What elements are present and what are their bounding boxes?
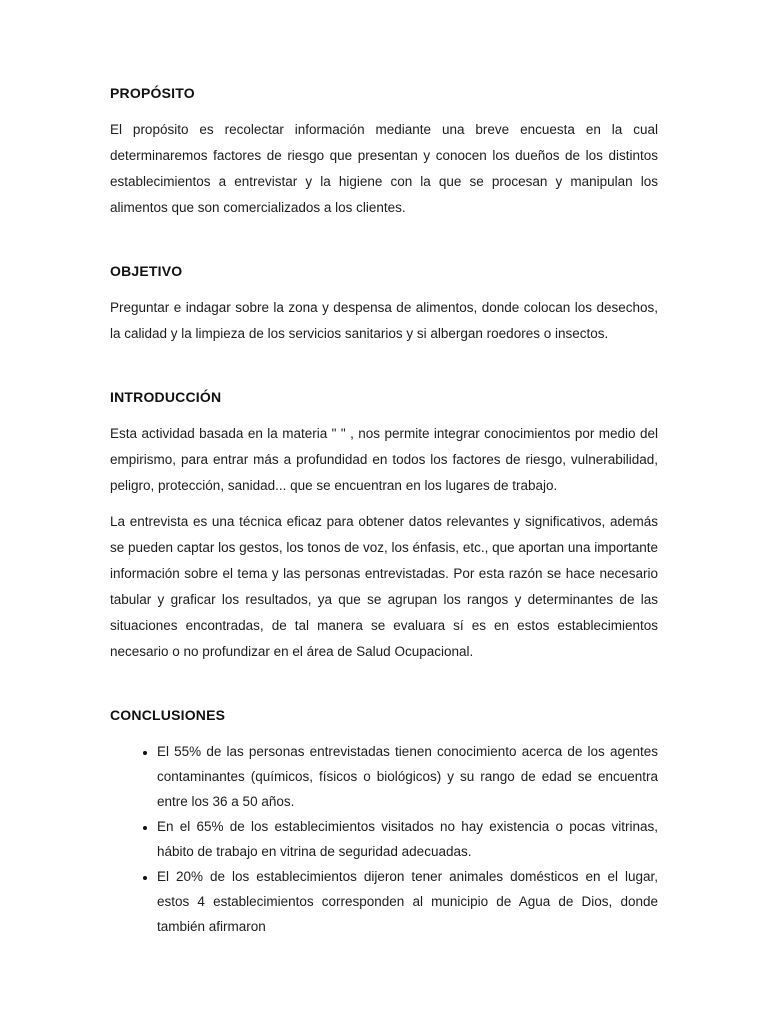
section-heading-proposito: PROPÓSITO [110,85,195,101]
conclusion-item-1: • El 55% de las personas entrevistadas tienen conocimiento acerca de los agentes contaminantes (químicos, físicos o biológicos) y su rango de edad se encuentra entre los 36 a 50 años. [157,739,658,814]
paragraph-proposito: El propósito es recolectar información mediante una breve encuesta en la cual determinaremos factores de riesgo que presentan y conocen los dueños de los distintos establecimientos a entrevistar y la higiene con la que se procesan y manipulan los alimentos que son comercializados a los clientes. [110,122,658,215]
section-heading-introduccion: INTRODUCCIÓN [110,389,222,405]
section-proposito [110,85,658,221]
section-heading-objetivo: OBJETIVO [110,263,183,279]
conclusion-item-3: • El 20% de los establecimientos dijeron tener animales domésticos en el lugar, estos 4 establecimientos corresponden al municipio de Agua de Dios, donde también afirmaron [157,864,658,939]
section-objetivo [110,263,658,347]
section-introduccion [110,389,658,665]
conclusions-list [110,739,658,939]
conclusion-item-2: • En el 65% de los establecimientos visitados no hay existencia o pocas vitrinas, hábito de trabajo en vitrina de seguridad adecuadas. [157,814,658,864]
paragraph-introduccion-1: Esta actividad basada en la materia " " , nos permite integrar conocimientos por medio del empirismo, para entrar más a profundidad en todos los factores de riesgo, vulnerabilidad, peligro, protección, sanidad... que se encuentran en los lugares de trabajo. [110,426,658,493]
section-heading-conclusiones: CONCLUSIONES [110,707,226,723]
paragraph-introduccion-2: La entrevista es una técnica eficaz para obtener datos relevantes y significativos, además se pueden captar los gestos, los tonos de voz, los énfasis, etc., que aportan una importante información sobre el tema y las personas entrevistadas. Por esta razón se hace necesario tabular y graficar los resultados, ya que se agrupan los rangos y determinantes de las situaciones encontradas, de tal manera se evaluara sí es en estos establecimientos necesario o no profundizar en el área de Salud Ocupacional. [110,514,658,659]
section-conclusiones [110,707,658,939]
paragraph-objetivo: Preguntar e indagar sobre la zona y despensa de alimentos, donde colocan los desechos, la calidad y la limpieza de los servicios sanitarios y si albergan roedores o insectos. [110,300,658,341]
